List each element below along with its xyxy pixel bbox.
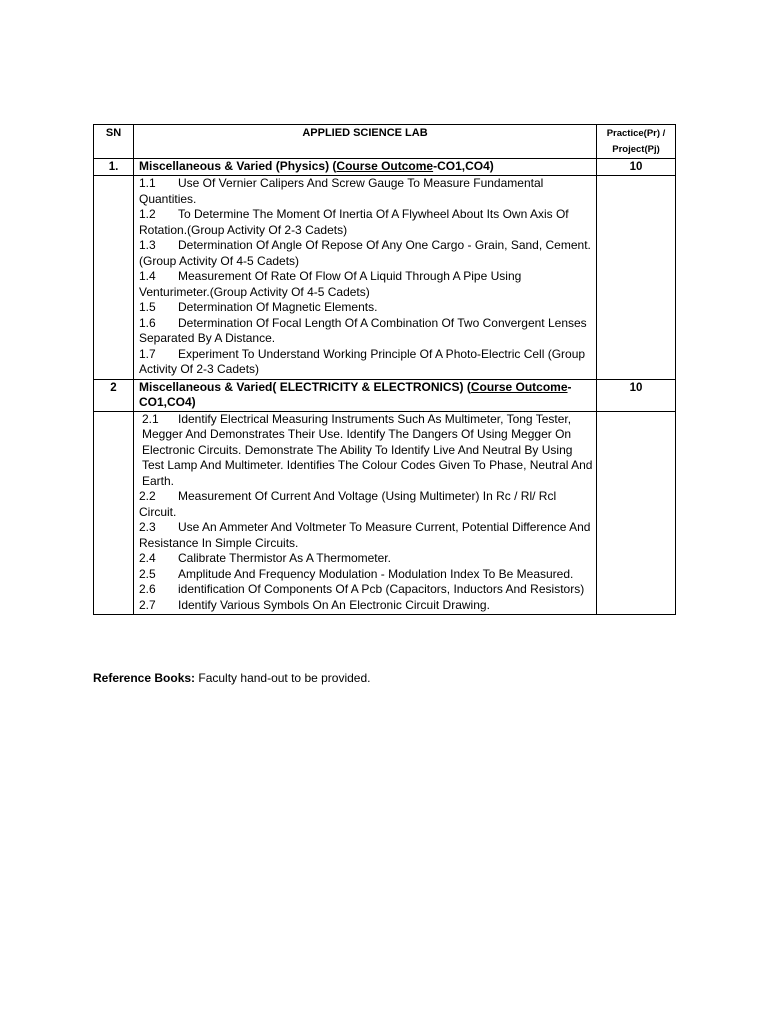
item-number: 1.6 [139, 315, 156, 330]
item-number: 2.3 [139, 520, 156, 534]
item-text: Identify Electrical Measuring Instruments Such As Multimeter, Tong Tester, Megger And Demonstrates Their Use. Identify The Dangers Of Using Megger On Electronic Circuits. Demonstrate The Ability To Identify Live And Neutral By Using Test Lamp And Multimeter. Identifies The Colour Codes Given To Phase, Neutral And Earth. [142, 411, 593, 488]
item-number: 1.7 [139, 346, 156, 361]
header-practice-line1: Practice(Pr) / [606, 128, 666, 139]
item-number: 1.2 [139, 207, 156, 221]
item-number: 1.5 [139, 300, 156, 314]
list-item [139, 316, 594, 347]
header-sn: SN [94, 125, 134, 159]
item-number: 2.6 [139, 582, 156, 596]
list-item [139, 567, 594, 583]
item-text: identification Of Components Of A Pcb (Capacitors, Inductors And Resistors) [178, 582, 585, 596]
lab-table [93, 124, 676, 615]
item-text: Determination Of Angle Of Repose Of Any One Cargo - Grain, Sand, Cement.(Group Activity Of 4-5 Cadets) [139, 238, 591, 268]
header-practice [597, 125, 676, 159]
item-number: 1.1 [139, 176, 156, 190]
item-text: Use Of Vernier Calipers And Screw Gauge To Measure Fundamental Quantities. [139, 176, 544, 206]
section-sn: 2 [94, 379, 134, 411]
section-practice: 10 [597, 159, 676, 176]
item-text: Use An Ammeter And Voltmeter To Measure Current, Potential Difference And Resistance In Simple Circuits. [139, 520, 591, 550]
list-item [139, 489, 594, 520]
items-practice-cell [597, 411, 676, 615]
header-title: APPLIED SCIENCE LAB [134, 125, 597, 159]
item-text: To Determine The Moment Of Inertia Of A Flywheel About Its Own Axis Of Rotation.(Group Activity Of 2-3 Cadets) [139, 207, 569, 237]
section-title-prefix: Miscellaneous & Varied( ELECTRICITY & ELECTRONICS) ( [139, 379, 471, 394]
course-outcome-label: Course Outcome [470, 379, 568, 394]
section-title [134, 159, 597, 176]
list-item [139, 347, 594, 378]
item-number: 2.2 [139, 489, 156, 503]
item-number: 1.4 [139, 269, 156, 283]
section-row [94, 379, 676, 411]
section-sn: 1. [94, 159, 134, 176]
item-text: Experiment To Understand Working Principle Of A Photo-Electric Cell (Group Activity Of 2-3 Cadets) [139, 346, 586, 376]
header-row [94, 125, 676, 159]
item-text: Calibrate Thermistor As A Thermometer. [178, 551, 391, 565]
header-practice-line2: Project(Pj) [612, 144, 660, 155]
item-list [134, 176, 597, 380]
item-text: Determination Of Magnetic Elements. [178, 300, 378, 314]
item-list [134, 411, 597, 615]
item-text: Amplitude And Frequency Modulation - Modulation Index To Be Measured. [178, 566, 574, 581]
list-item [139, 520, 594, 551]
list-item [139, 269, 594, 300]
list-item [139, 176, 594, 207]
section-title-suffix: -CO1,CO4) [139, 379, 572, 409]
reference-text: Faculty hand-out to be provided. [195, 671, 371, 685]
item-text: Identify Various Symbols On An Electronic Circuit Drawing. [178, 597, 490, 612]
list-item [139, 412, 594, 490]
reference-label: Reference Books: [93, 671, 196, 685]
list-item [139, 582, 594, 598]
list-item [139, 551, 594, 567]
item-number: 2.7 [139, 597, 156, 612]
item-text: Measurement Of Current And Voltage (Using Multimeter) In Rc / Rl/ Rcl Circuit. [139, 489, 557, 519]
item-number: 2.4 [139, 551, 156, 565]
list-item [139, 598, 594, 614]
reference-books [93, 671, 371, 685]
list-item [139, 207, 594, 238]
items-sn-cell [94, 411, 134, 615]
list-item [139, 238, 594, 269]
items-row [94, 411, 676, 615]
section-title [134, 379, 597, 411]
item-text: Determination Of Focal Length Of A Combination Of Two Convergent Lenses Separated By A Distance. [139, 315, 587, 345]
item-number: 2.5 [139, 566, 156, 581]
item-text: Measurement Of Rate Of Flow Of A Liquid Through A Pipe Using Venturimeter.(Group Activity Of 4-5 Cadets) [139, 269, 522, 299]
section-title-prefix: Miscellaneous & Varied (Physics) ( [139, 159, 337, 173]
items-sn-cell [94, 176, 134, 380]
section-title-suffix: -CO1,CO4) [433, 159, 494, 173]
section-practice: 10 [597, 379, 676, 411]
items-row [94, 176, 676, 380]
items-practice-cell [597, 176, 676, 380]
course-outcome-label: Course Outcome [336, 159, 434, 173]
item-number: 1.3 [139, 238, 156, 252]
list-item [139, 300, 594, 316]
item-number: 2.1 [142, 411, 159, 426]
section-row [94, 159, 676, 176]
